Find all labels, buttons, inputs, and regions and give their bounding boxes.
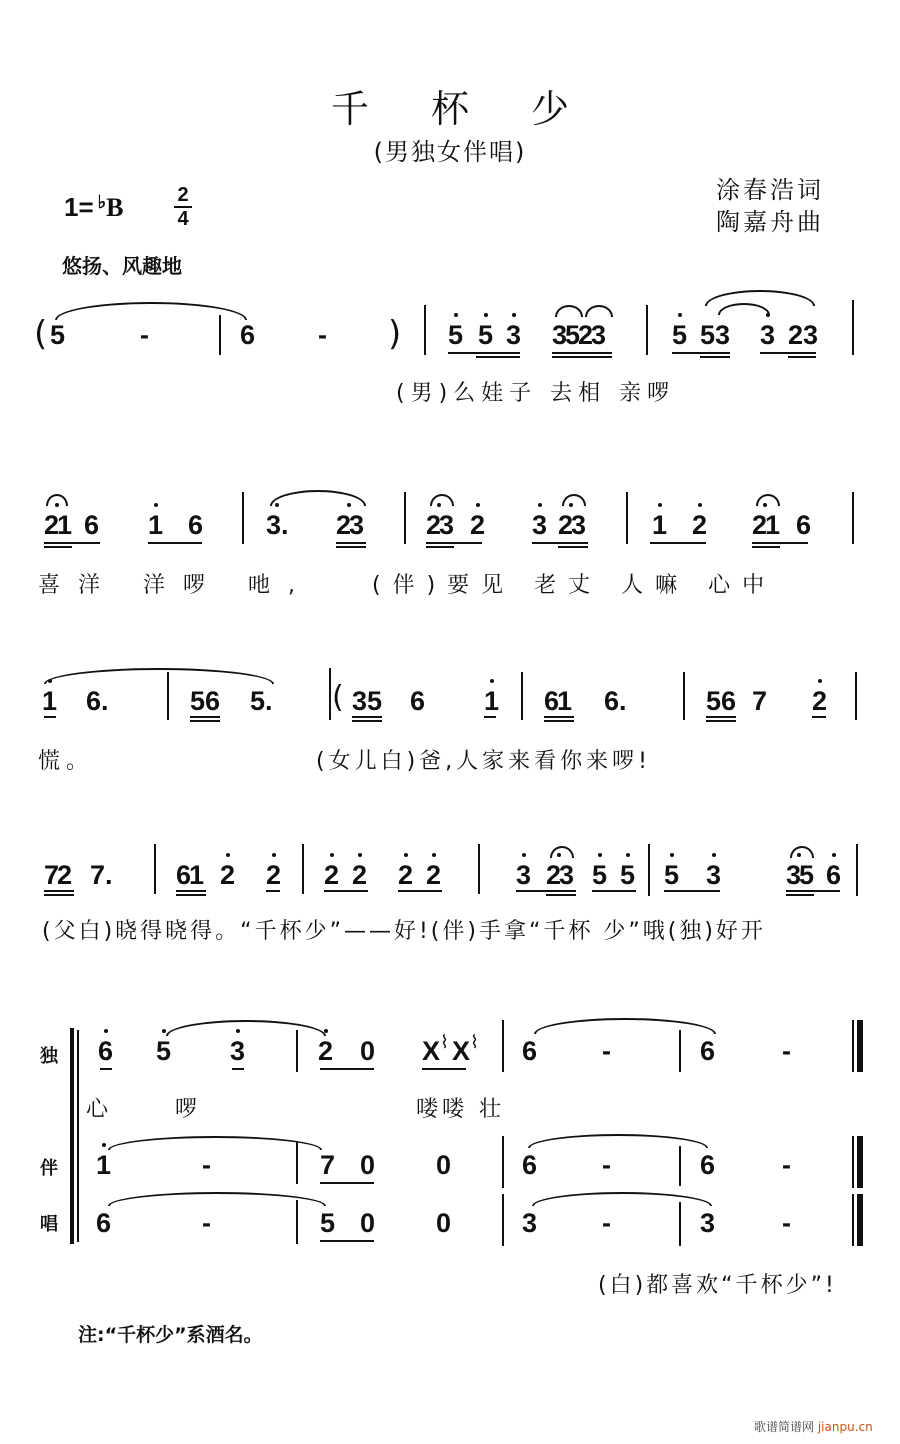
close-paren: ( xyxy=(388,314,402,354)
slur xyxy=(534,1018,716,1034)
barline xyxy=(679,1202,681,1246)
note: 35 xyxy=(786,860,813,890)
dash: - xyxy=(602,1150,611,1180)
slur xyxy=(166,1020,326,1036)
final-barline-thin xyxy=(852,1020,854,1072)
lyrics: (父白)晓得晓得。“千杯少”——好!(伴)手拿“千杯 少”哦(独)好开 xyxy=(42,919,766,944)
note: 3 xyxy=(522,1208,538,1238)
dash: - xyxy=(782,1150,791,1180)
note: 56 xyxy=(706,686,737,716)
lyrics: (伴)要见 老丈 人嘛 心中 xyxy=(372,573,777,598)
note: 2 xyxy=(692,510,708,540)
note: 3. xyxy=(266,510,289,540)
note: 3 xyxy=(506,320,522,350)
note: 2 xyxy=(426,860,442,890)
note: 5 xyxy=(50,320,66,350)
note: 7 xyxy=(752,686,768,716)
underline xyxy=(320,1182,374,1184)
note: 5 xyxy=(620,860,636,890)
final-barline-thick xyxy=(857,1194,863,1246)
glissando-icon: ⌇ xyxy=(470,1032,479,1053)
note: 1 xyxy=(652,510,668,540)
note: 6 xyxy=(826,860,842,890)
note: 2 xyxy=(324,860,340,890)
spoken-line: (白)都喜欢“千杯少”! xyxy=(598,1273,837,1298)
barline xyxy=(502,1194,504,1246)
note: 2 xyxy=(812,686,828,716)
note: 2 xyxy=(220,860,236,890)
note: 6 xyxy=(240,320,256,350)
note: 6 xyxy=(96,1208,112,1238)
note: 6 xyxy=(700,1036,716,1066)
note: 1 xyxy=(148,510,164,540)
lyrics: 喽喽 壮 xyxy=(416,1097,505,1122)
slur xyxy=(528,1134,708,1148)
note: 6 xyxy=(84,510,100,540)
note: 23 xyxy=(336,510,363,540)
note: 2 xyxy=(352,860,368,890)
underline xyxy=(422,1068,466,1070)
dash: - xyxy=(202,1150,211,1180)
note: 7 xyxy=(320,1150,336,1180)
note: 3 xyxy=(700,1208,716,1238)
slur xyxy=(532,1192,712,1206)
song-subtitle: (男独女伴唱) xyxy=(373,138,527,166)
note: 3 xyxy=(532,510,548,540)
note: 6. xyxy=(86,686,109,716)
note-unpitched: X xyxy=(452,1036,471,1066)
watermark-site-name: 歌谱简谱网 xyxy=(754,1420,815,1434)
note: 3 xyxy=(516,860,532,890)
tempo-marking: 悠扬、风趣地 xyxy=(62,254,182,278)
note: 6 xyxy=(410,686,426,716)
underline xyxy=(320,1068,374,1070)
note: 35 xyxy=(352,686,383,716)
slur xyxy=(108,1192,326,1206)
dash: - xyxy=(602,1208,611,1238)
final-barline-thick xyxy=(857,1020,863,1072)
note: 0 xyxy=(360,1036,376,1066)
note: 5 xyxy=(156,1036,172,1066)
watermark xyxy=(754,1418,873,1435)
lyrics: (女儿白)爸,人家来看你来啰! xyxy=(316,749,651,774)
note: 6 xyxy=(796,510,812,540)
note: 72 xyxy=(44,860,71,890)
note: 3 xyxy=(706,860,722,890)
key-note: B xyxy=(106,193,124,222)
note: 1 xyxy=(484,686,500,716)
watermark-url: jianpu.cn xyxy=(817,1420,873,1434)
note-group: 3523 xyxy=(552,320,605,350)
note: 7. xyxy=(90,860,113,890)
note: 6 xyxy=(522,1036,538,1066)
dash: - xyxy=(140,320,149,350)
barline xyxy=(296,1030,298,1072)
note: 5 xyxy=(672,320,688,350)
lyrics: 喜洋 洋啰 吔, xyxy=(38,573,313,598)
note: 5 xyxy=(664,860,680,890)
part-label-solo: 独 xyxy=(40,1046,58,1067)
open-paren: ( xyxy=(332,680,344,715)
lyrics: 心 啰 xyxy=(86,1097,227,1122)
note-unpitched: X xyxy=(422,1036,441,1066)
note: 23 xyxy=(558,510,585,540)
note: 3 xyxy=(760,320,776,350)
lyrics: (男)么娃子 去相 亲啰 xyxy=(396,381,676,406)
final-barline-thin xyxy=(852,1194,854,1246)
dash: - xyxy=(318,320,327,350)
note: 21 xyxy=(752,510,779,540)
lyricist: 涂春浩词 xyxy=(716,176,824,204)
note: 0 xyxy=(360,1150,376,1180)
note: 0 xyxy=(360,1208,376,1238)
composer: 陶嘉舟曲 xyxy=(716,208,824,236)
underline xyxy=(320,1240,374,1242)
note: 21 xyxy=(44,510,71,540)
dash: - xyxy=(782,1036,791,1066)
glissando-icon: ⌇ xyxy=(440,1032,449,1053)
note: 6 xyxy=(522,1150,538,1180)
note: 0 xyxy=(436,1208,452,1238)
song-title: 千杯少 xyxy=(330,87,631,131)
note: 2 xyxy=(318,1036,334,1066)
note: 61 xyxy=(176,860,203,890)
barline xyxy=(502,1136,504,1188)
slur xyxy=(108,1136,322,1150)
note: 6 xyxy=(98,1036,114,1066)
note: 2 xyxy=(266,860,282,890)
time-top: 2 xyxy=(177,184,189,206)
underline xyxy=(232,1068,244,1070)
open-paren: ( xyxy=(34,314,48,354)
dash: - xyxy=(602,1036,611,1066)
note: 5 xyxy=(592,860,608,890)
final-barline-thin xyxy=(852,1136,854,1188)
note: 56 xyxy=(190,686,221,716)
part-label-chorus-2: 唱 xyxy=(40,1214,58,1235)
barline xyxy=(296,1142,298,1184)
note: 2 xyxy=(470,510,486,540)
note: 5 xyxy=(478,320,494,350)
footnote: 注:“千杯少”系酒名。 xyxy=(78,1324,263,1346)
barline xyxy=(296,1200,298,1244)
barline xyxy=(502,1020,504,1072)
note: 23 xyxy=(788,320,819,350)
note: 53 xyxy=(700,320,731,350)
note: 1 xyxy=(96,1150,112,1180)
note: 2 xyxy=(398,860,414,890)
barline xyxy=(679,1030,681,1072)
note: 0 xyxy=(436,1150,452,1180)
note: 23 xyxy=(426,510,453,540)
note: 5. xyxy=(250,686,273,716)
system-brace-inner xyxy=(77,1030,79,1242)
underline xyxy=(100,1068,112,1070)
note: 6. xyxy=(604,686,627,716)
note: 6 xyxy=(188,510,204,540)
note: 5 xyxy=(320,1208,336,1238)
dash: - xyxy=(202,1208,211,1238)
final-barline-thick xyxy=(857,1136,863,1188)
note: 61 xyxy=(544,686,571,716)
part-label-chorus-1: 伴 xyxy=(40,1158,58,1179)
note: 1 xyxy=(42,686,58,716)
note: 6 xyxy=(700,1150,716,1180)
dash: - xyxy=(782,1208,791,1238)
note: 23 xyxy=(546,860,573,890)
note: 3 xyxy=(230,1036,246,1066)
system-brace xyxy=(70,1028,74,1244)
time-bottom: 4 xyxy=(177,208,189,230)
lyrics: 慌。 xyxy=(38,749,95,774)
note: 5 xyxy=(448,320,464,350)
flat-icon: ♭ xyxy=(97,192,107,212)
key-label: 1= xyxy=(64,192,94,222)
barline xyxy=(679,1146,681,1186)
